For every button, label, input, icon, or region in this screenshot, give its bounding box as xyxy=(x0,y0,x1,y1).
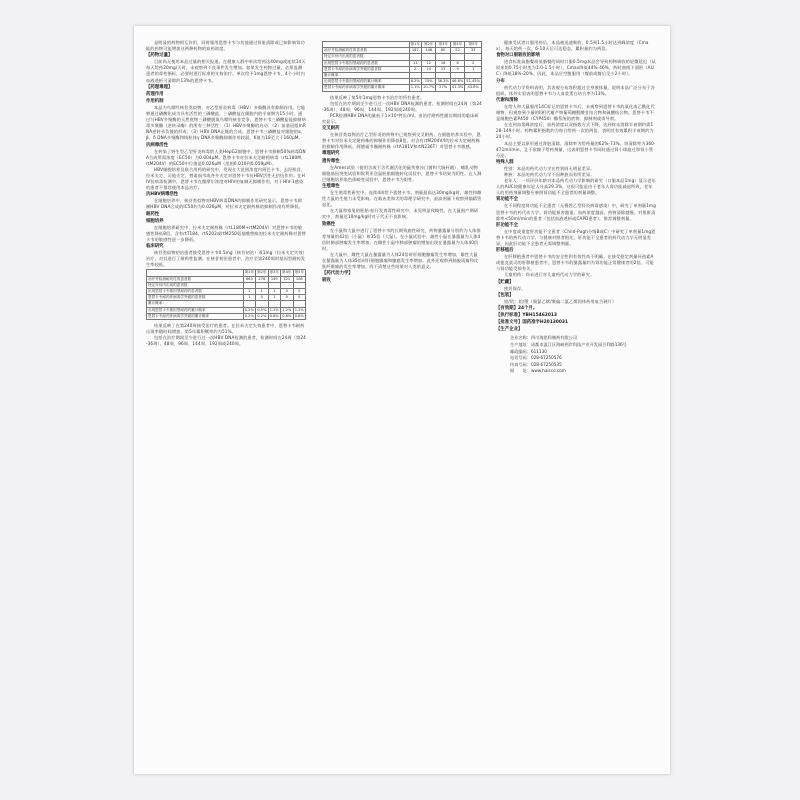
table-cell: 663 xyxy=(243,276,255,282)
table-cell: 0 xyxy=(293,288,305,294)
section-heading: 抗HBV病毒活性 xyxy=(146,192,179,198)
table-cell: 恩替卡韦耐药伴病毒学突破的累计概率 xyxy=(147,313,244,319)
table-cell: 0.8% xyxy=(294,313,304,318)
section-heading: 作用机制 xyxy=(146,98,164,104)
body-paragraph: 在细胞培养研究中，拉米夫定耐药株（rtL180M+rtM204V）对恩替卡韦的敏感性降低8倍。含有rtT184、rtS202或rtM250氨基酸替换的拉米夫定耐药株对恩替卡韦的敏感性进一步降低。 xyxy=(146,224,306,242)
body-paragraph: 老年人：一项评价年龄对本品药代动力学影响的研究（口服本品1mg）显示老年人的AUC较健康年轻人升高29.3%，这很可能是由于老年人肾功能减退所致。老年人的用药剂量调整应参照肾功能不全患者的剂量调整。 xyxy=(496,178,656,196)
body-paragraph: 目前尚无使用本品过量的相关报道。在健康人群中单次给药达40mg或连续14天每天给药20mg/天时，未观察到不良事件发生增加。如果发生药物过量，必须监测患者的毒性指标，必要时进行标准的支持治疗。单次给予1mg恩替卡韦，4个小时内血液透析可清除约13%的恩替卡韦。 xyxy=(146,59,306,83)
table-cell: 12 xyxy=(422,60,436,66)
manufacturer-line: 邮政编码：611130 xyxy=(510,348,547,354)
table-cell: 1.1% xyxy=(410,85,420,90)
manufacturer-info xyxy=(496,335,656,375)
section-heading: 交叉耐药 xyxy=(322,126,340,132)
body-paragraph: 包括在治疗期间至少进行过一次HBV DNA检测的患者，检测时间在24周（第24-36周）、48周、96周、144周、192周或240周。 xyxy=(322,100,482,112)
body-paragraph: 在生殖毒性研究中，连续4周给予恩替卡韦，剂量最高达30mg/kg时，雄性和雌性大鼠的生殖力未受影响。在啮齿类和犬的毒理学研究中，最高剂量下观察到输精管退化。 xyxy=(322,190,482,208)
section-heading: 肝功能不全 xyxy=(496,222,518,228)
manufacturer-line: 传真号码：028-67250535 xyxy=(510,361,562,367)
table-cell: 51.45% xyxy=(466,79,480,84)
section-heading: 【执行标准】YBH15462013 xyxy=(496,313,557,319)
section-heading: 特殊人群 xyxy=(496,159,514,165)
body-paragraph: 在给人和大鼠服用14C标记的恩替卡韦后，未观察到恩替卡韦的氧化或乙酰化代谢物，但观察到少量的II相代谢产物葡萄糖醛酸苷结合物和硫酸结合物。恩替卡韦不是细胞色素P450（CYP450）酶系统的底物、抑制剂或诱导剂。 xyxy=(496,103,655,122)
table-cell: 出现恩替卡韦基因型耐药的累计概率 xyxy=(323,79,410,85)
section-heading: 生殖毒性 xyxy=(322,183,340,189)
table-cell: 出现恩替卡韦基因型耐药的累计概率 xyxy=(147,307,244,313)
section-heading: 代谢和清除 xyxy=(496,97,518,103)
section-heading: 食物对口服吸收的影响 xyxy=(496,53,540,59)
table-row xyxy=(323,85,482,91)
body-paragraph: 结果反映了在第240周接受治疗的患者。在拉米夫定失效患者中，恩替卡韦耐药出现率随时间增加，第5年累积概率约为51%。 xyxy=(146,323,305,335)
table-cell: 第2年 xyxy=(257,270,267,275)
body-paragraph: 在肝移植患者中恩替卡韦的安全性和有效性尚不明确。在接受稳定剂量环孢素A或他克莫司的肝移植患者中，恩替卡韦的暴露量约为肾功能正常健康者的2倍，可能与肾功能受损有关。 xyxy=(496,254,654,272)
body-paragraph: 在达到血浆峰浓度后，血药浓度以双指数方式下降，达到终末消除半衰期约需128-149小时。药物累积指数约为每日给药一次的两倍，表明其有效累积半衰期约为24小时。 xyxy=(496,122,654,140)
table-cell: 治疗并检测耐药性的患者数 xyxy=(147,276,244,282)
section-heading: 抗病毒活性 xyxy=(146,142,168,148)
table-cell: 特定年份内出现的患者数： xyxy=(147,282,244,288)
table-cell: 187 xyxy=(409,48,421,54)
table-cell: 11 xyxy=(409,60,421,66)
table-cell: 41.3% xyxy=(451,85,464,90)
body-paragraph: 本品为鸟嘌呤核苷类似物，对乙型肝炎病毒（HBV）多聚酶具有抑制作用。它能够通过磷酸化成为具有活性的三磷酸盐，三磷酸盐在细胞内的半衰期为15小时。通过与HBV多聚酶的天然底物三磷酸脱氧鸟嘌呤核苷竞争，恩替卡韦三磷酸盐能抑制病毒多聚酶（逆转录酶）的所有三种活性：（1）HBV多聚酶的启动；（2）前基因组mRNA逆转录负链的形成；（3）HBV DNA正链的合成。恩替卡韦三磷酸盐对细胞的α、β、δ DNA多聚酶和线粒体γ DNA多聚酶抑制作用较弱，K值为18至大于160μM。 xyxy=(146,104,306,141)
table-cell: 累计概率： xyxy=(147,301,244,307)
table-cell: 149 xyxy=(268,276,280,282)
table-cell: 第3年 xyxy=(436,42,450,48)
table-cell: 9 xyxy=(450,66,464,72)
column-right xyxy=(496,40,656,762)
table-cell: 146 xyxy=(422,48,436,54)
table-cell: 1 xyxy=(268,295,280,301)
table-row xyxy=(147,313,306,319)
body-paragraph: 在大鼠中，雌性大鼠在暴露量为人体24倍时肝细胞腺瘤发生率增加，雄性大鼠在暴露量为人体35倍时肝细胞腺瘤和腺癌发生率增加。此外还观察到脑胶质瘤和皮肤纤维瘤的发生率增加。尚不清楚这些结果对人类的意义。 xyxy=(322,251,479,270)
body-paragraph: 儿童用药：尚未进行对儿童药代动力学的研究。 xyxy=(504,272,595,278)
body-paragraph: 药代动力学资料表明，其表观分布容积超过全身液体量，说明本品广泛分布于各组织。体外实验表明恩替卡韦与人血浆蛋白结合率为13%。 xyxy=(496,84,655,96)
body-paragraph: 本品主要以原形通过肾脏清除，清除率为给药量的62%-73%。肾清除率为360-471ml/min，且不依赖于给药剂量，这表明恩替卡韦同时通过肾小球滤过和肾小管分泌。 xyxy=(496,140,656,158)
table-cell: 0.2% xyxy=(244,313,254,318)
table-cell: 第5年 xyxy=(465,42,482,48)
section-heading: 吸收 xyxy=(322,278,331,284)
table-cell: 2 xyxy=(465,60,482,66)
table-cell: 0 xyxy=(281,295,293,301)
section-heading: 【贮藏】 xyxy=(496,279,514,285)
table-cell: 1 xyxy=(256,288,268,294)
section-heading: 【批准文号】国药准字H20130031 xyxy=(496,320,569,326)
table-cell: 36.3% xyxy=(437,79,449,84)
table-cell: 第4年 xyxy=(450,42,464,48)
table-cell: 10.7% xyxy=(423,85,435,90)
table-cell: 6.2% xyxy=(410,79,420,84)
column-left xyxy=(146,40,306,762)
table-cell: 15% xyxy=(422,79,436,85)
section-heading: 肾功能不全 xyxy=(496,197,518,203)
table-cell: 恩替卡韦耐药伴病毒学突破的患者数 xyxy=(323,66,410,72)
table-cell: 第4年 xyxy=(282,270,292,275)
body-paragraph: 结果反映了第5年1mg恩替卡韦治疗的所有患者。 xyxy=(330,94,425,100)
section-heading: 临床研究 xyxy=(146,244,164,249)
table-cell: 14 xyxy=(422,66,436,72)
table-cell: 52 xyxy=(450,48,464,54)
body-paragraph: 性别：本品的药代动力学在性别间无明显差异。 xyxy=(504,165,595,171)
table-cell: 出现恩替卡韦基因型耐药的患者数 xyxy=(323,60,410,66)
body-paragraph: 铝/铝；铝/塑（聚氯乙烯/聚偏二氯乙烯固体药用复合硬片） xyxy=(504,298,617,304)
section-heading: 遗传毒性 xyxy=(322,158,340,164)
body-paragraph: 是明显的药物相互作用，同时服用恩替卡韦与其他通过肾脏清除或已知影响肾功能的药物可能增加这两种药物的血药浓度。 xyxy=(146,40,305,52)
table-cell: 1 xyxy=(243,295,255,301)
table-cell: 80 xyxy=(436,48,450,54)
manufacturer-line: 企业名称：四川海思科制药有限公司 xyxy=(510,335,578,341)
table-cell: 46.6% xyxy=(451,79,464,84)
manufacturer-line: 网 址：www.haisco.com xyxy=(510,368,566,374)
table-cell: 第5年 xyxy=(294,270,304,275)
table-cell: 治疗并检测耐药性的患者数 xyxy=(323,48,410,54)
section-heading: 药理作用 xyxy=(146,91,164,97)
body-paragraph: 在不同程度肾功能不全患者（无慢性乙型肝炎病毒感染）中，研究了单剂量1mg恩替卡韦的药代动力学。肾功能损害越重，血药浓度越高，药物清除越慢。对肌酐清除率<50ml/min的患者（包括血液透析或CAPD患者），推荐调整剂量。 xyxy=(496,203,656,221)
table2-grid xyxy=(322,41,482,92)
section-heading: 【有效期】24个月。 xyxy=(496,305,538,311)
body-paragraph: 健康受试者口服用药后，本品被迅速吸收，0.5到1.5小时达到峰浓度（Cmax）。每天给药一次，6-10天后可达稳态，累积量约为两倍。 xyxy=(496,40,649,52)
package-insert-sheet xyxy=(134,26,670,774)
table-cell: 1.2% xyxy=(294,307,304,312)
body-paragraph: 在Ames试验（使用含或不含代谢活化的鼠伤寒沙门菌和大肠杆菌）、哺乳动物细胞基因突变试验和叙利亚仓鼠胚胎细胞转化试验中，恩替卡韦结果为阴性。在人淋巴细胞培养染色体畸变试验中，恩替卡韦为阳性。 xyxy=(322,164,482,182)
table-cell: 第1年 xyxy=(410,42,421,46)
table-cell: 16 xyxy=(436,60,450,66)
section-heading: 细胞培养 xyxy=(146,218,164,224)
body-paragraph: 在中度或重度肝功能不全患者（Child-Pugh分级B或C）中研究了单剂量1mg恩替卡韦的药代动力学。与健康对照者相比，肝功能不全患者的药代动力学无明显差异，因此肝功能不全患者无需调整剂量。 xyxy=(496,228,656,246)
body-paragraph: 在转染了野生型乙型肝炎病毒的人类HepG2细胞中，恩替卡韦抑制50%病毒DNA合成所需浓度（EC50）为0.004μM。恩替卡韦对拉米夫定耐药病毒（rtL180M、rtM204V）的EC50中位值是0.026μM（范围0.010到0.059μM）。 xyxy=(146,148,306,166)
section-heading: 耐药性 xyxy=(146,211,160,217)
table-cell: 0.8% xyxy=(269,313,279,318)
table-cell: 13 xyxy=(436,66,450,72)
table-cell: 累计概率： xyxy=(323,73,410,79)
section-heading: 毒理研究 xyxy=(322,151,340,157)
section-heading: 【生产企业】 xyxy=(496,327,523,333)
table-cell: 1.2% xyxy=(282,307,292,312)
column-middle xyxy=(322,40,482,762)
body-paragraph: 在核苷类似物治疗乙型肝炎的药物中已观察到交叉耐药。在细胞培养实验中，恩替卡韦对拉米夫定耐药株的抑制作用降低8倍，对含有rtM204V/I的拉米夫定耐药株的抑制作用降低。阿德福韦酯耐药株（rtA181V和rtN236T）对恩替卡韦敏感。 xyxy=(322,132,481,150)
table-cell: 278 xyxy=(256,276,268,282)
body-paragraph: 包括在治疗期间至少进行过一次HBV DNA检测的患者，检测时间在24周（第24-36周）、48周、96周、144周、192周或240周。 xyxy=(146,335,306,347)
table-cell: 33 xyxy=(465,48,482,54)
body-paragraph: 在细胞培养中，核苷类似物对HBV病毒DNA的抑制作用研究显示，恩替卡韦抑制HBV DNA合成的IC50约为0.026μM，对拉米夫定耐药株的抑制作用有所降低。 xyxy=(146,198,303,210)
table-cell: 1.2% xyxy=(269,307,279,312)
body-paragraph: PCR检测HBV DNA的量低于1×10³拷贝/ml。由治疗耐药性随访期间的临床研究显示。 xyxy=(322,112,479,124)
table-cell: 第3年 xyxy=(269,270,280,275)
table-cell: 第1年 xyxy=(244,270,255,275)
table-cell: 第2年 xyxy=(422,42,436,48)
table-cell: 0.8% xyxy=(282,313,292,318)
table-cell: 27% xyxy=(436,85,450,91)
table-cell: 43.6% xyxy=(465,85,482,91)
table-cell: 121 xyxy=(281,276,293,282)
section-heading: 【包装】 xyxy=(496,292,514,298)
table1-grid xyxy=(146,269,306,320)
body-paragraph: 种族：本品的药代动力学不因种族而有所差异。 xyxy=(504,171,595,177)
table-cell: 0.2% xyxy=(257,313,267,318)
table-cell: 0 xyxy=(256,295,268,301)
table-cell: 0 xyxy=(281,288,293,294)
table-cell: 6 xyxy=(450,60,464,66)
table-cell: 0.5% xyxy=(257,307,267,312)
table-cell: 特定年份内出现的患者数： xyxy=(323,54,410,60)
body-paragraph: 在大鼠和家兔的胚胎-胎仔发育毒性研究中，未见明显致畸性。在大鼠围产期研究中，剂量达10mg/kg时对子代无不良影响。 xyxy=(322,208,479,220)
table-cell: 0.2% xyxy=(244,307,254,312)
table-cell: 108 xyxy=(293,276,305,282)
table-cell: 1 xyxy=(465,66,482,72)
body-paragraph: HBV细胞培养及联合用药的研究中，发现在大范围浓度内阿巴卡韦、去羟肌苷、拉米夫定、司他夫定、替诺福韦或齐多夫定对恩替卡韦抗HBV活性无拮抗作用。在HIV抗病毒检测中，恩替卡韦在微摩尔浓度对HIV的复制无抑制作用，对于HIV-1感染的患者不推荐使用本品治疗。 xyxy=(146,166,306,191)
section-heading: 【药物过量】 xyxy=(146,53,173,59)
table-cell: 2 xyxy=(409,66,421,72)
table-cell: 1 xyxy=(243,288,255,294)
section-heading: 【药理毒理】 xyxy=(146,84,173,90)
table-cell: 出现恩替卡韦基因型耐药的患者数 xyxy=(147,288,244,294)
table-cell: 1 xyxy=(268,288,280,294)
section-heading: 肝移植后 xyxy=(496,248,514,254)
section-heading: 分布 xyxy=(496,78,505,84)
body-paragraph: 进食标准高脂餐或低脂餐的同时口服0.5mg本品会导致药物吸收的轻微延迟（从原来的0.75小时变为1.0-1.5小时），Cmax降低44%-46%，药时曲线下面积（AUC）降低18%-20%。因此，本品应空腹服用（餐前或餐后至少2小时）。 xyxy=(496,59,656,77)
body-paragraph: 密封保存。 xyxy=(504,285,526,291)
body-paragraph: 核苷类似物初治患者接受恩替卡韦0.5mg（核苷初治）或1mg（拉米夫定失效）治疗，对其进行了耐药性监测。在核苷初治患者中，治疗至第240周时基因型耐药发生率较低。 xyxy=(146,250,306,268)
table-cell: 恩替卡韦耐药伴病毒学突破的累计概率 xyxy=(323,85,410,91)
table-cell: 恩替卡韦耐药伴病毒学突破的患者数 xyxy=(147,295,244,301)
table-cell: 0 xyxy=(293,295,305,301)
manufacturer-line: 生产地址：成都市温江区海峡两岸科技产业开发园百利路136号 xyxy=(510,341,627,347)
section-heading: 致癌性 xyxy=(322,221,336,227)
body-paragraph: 在小鼠和大鼠中进行了恩替卡韦的长期致癌性研究，药物暴露量分别约为人体推荐剂量的42倍（小鼠）和35倍（大鼠）。在小鼠试验中，雄性小鼠在暴露量为人体4倍时肺部肿瘤发生率增加，在雌性小鼠中肺部肿瘤的增加出现在暴露量为人体40倍时。 xyxy=(322,227,481,251)
manufacturer-line: 电话号码：028-67250576 xyxy=(510,355,562,361)
section-heading: 【药代动力学】 xyxy=(322,271,353,277)
